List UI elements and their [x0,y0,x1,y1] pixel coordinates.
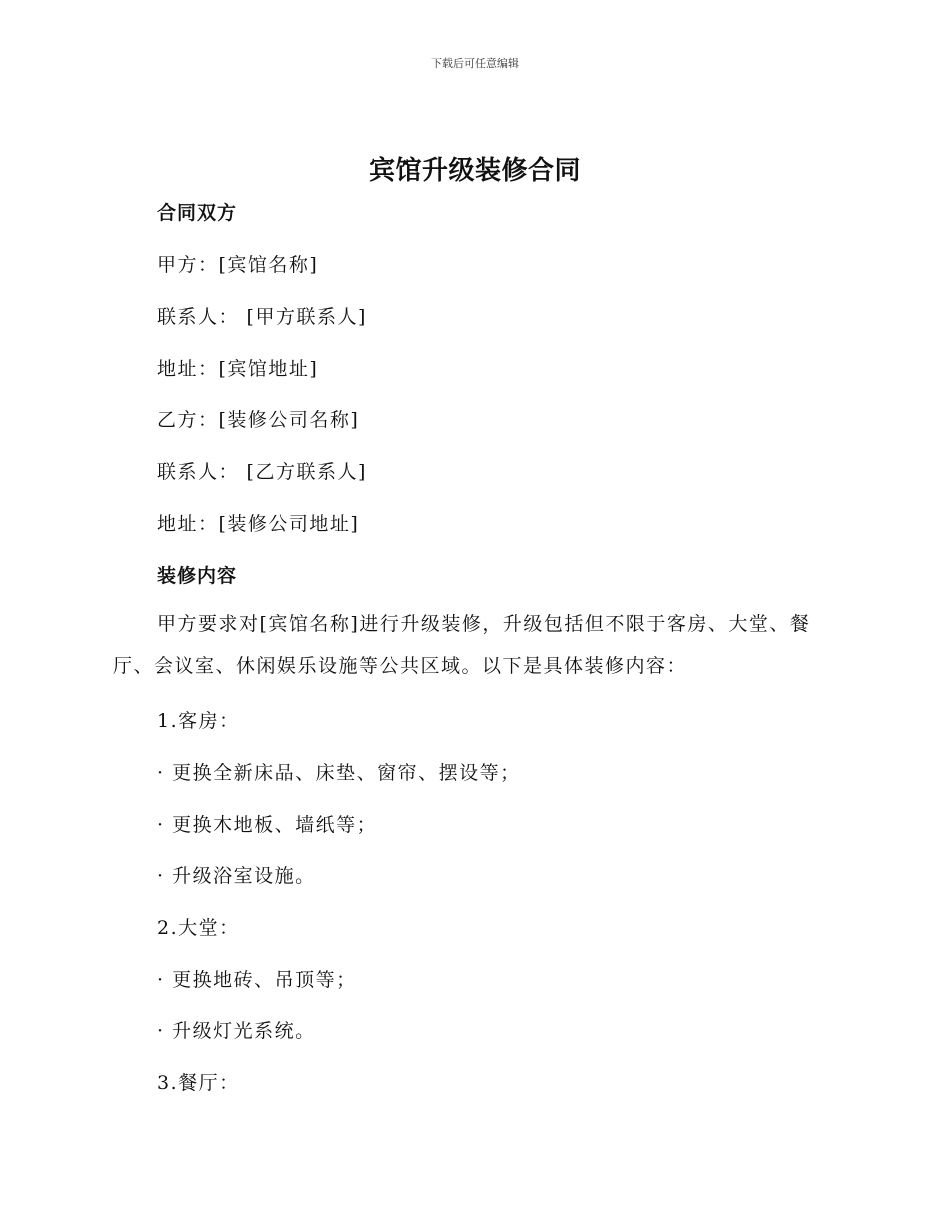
party-a-contact: 联系人： [甲方联系人] [157,306,367,328]
list-item: · 更换地砖、吊顶等； [157,969,357,991]
party-a-name: 甲方：[宾馆名称] [157,254,319,276]
list-item: · 升级灯光系统。 [157,1020,316,1042]
list-item: · 更换木地板、墙纸等； [157,814,378,836]
list-item: 2.大堂： [157,917,240,939]
party-b-address: 地址：[装修公司地址] [157,513,360,535]
party-a-address: 地址：[宾馆地址] [157,358,319,380]
section-heading-parties: 合同双方 [157,202,238,224]
header-note: 下载后可任意编辑 [431,57,519,70]
list-item: 1.客房： [157,710,240,732]
section-heading-content: 装修内容 [157,565,238,587]
document-title: 宾馆升级装修合同 [368,156,581,186]
party-b-name: 乙方：[装修公司名称] [157,409,360,431]
list-item: · 升级浴室设施。 [157,865,316,887]
content-intro-paragraph: 甲方要求对[宾馆名称]进行升级装修，升级包括但不限于客房、大堂、餐厅、会议室、休闲娱乐设施等公共区域。以下是具体装修内容： [113,613,811,677]
list-item: · 更换全新床品、床垫、窗帘、摆设等； [157,762,521,784]
list-item: 3.餐厅： [157,1072,240,1094]
party-b-contact: 联系人： [乙方联系人] [157,461,367,483]
